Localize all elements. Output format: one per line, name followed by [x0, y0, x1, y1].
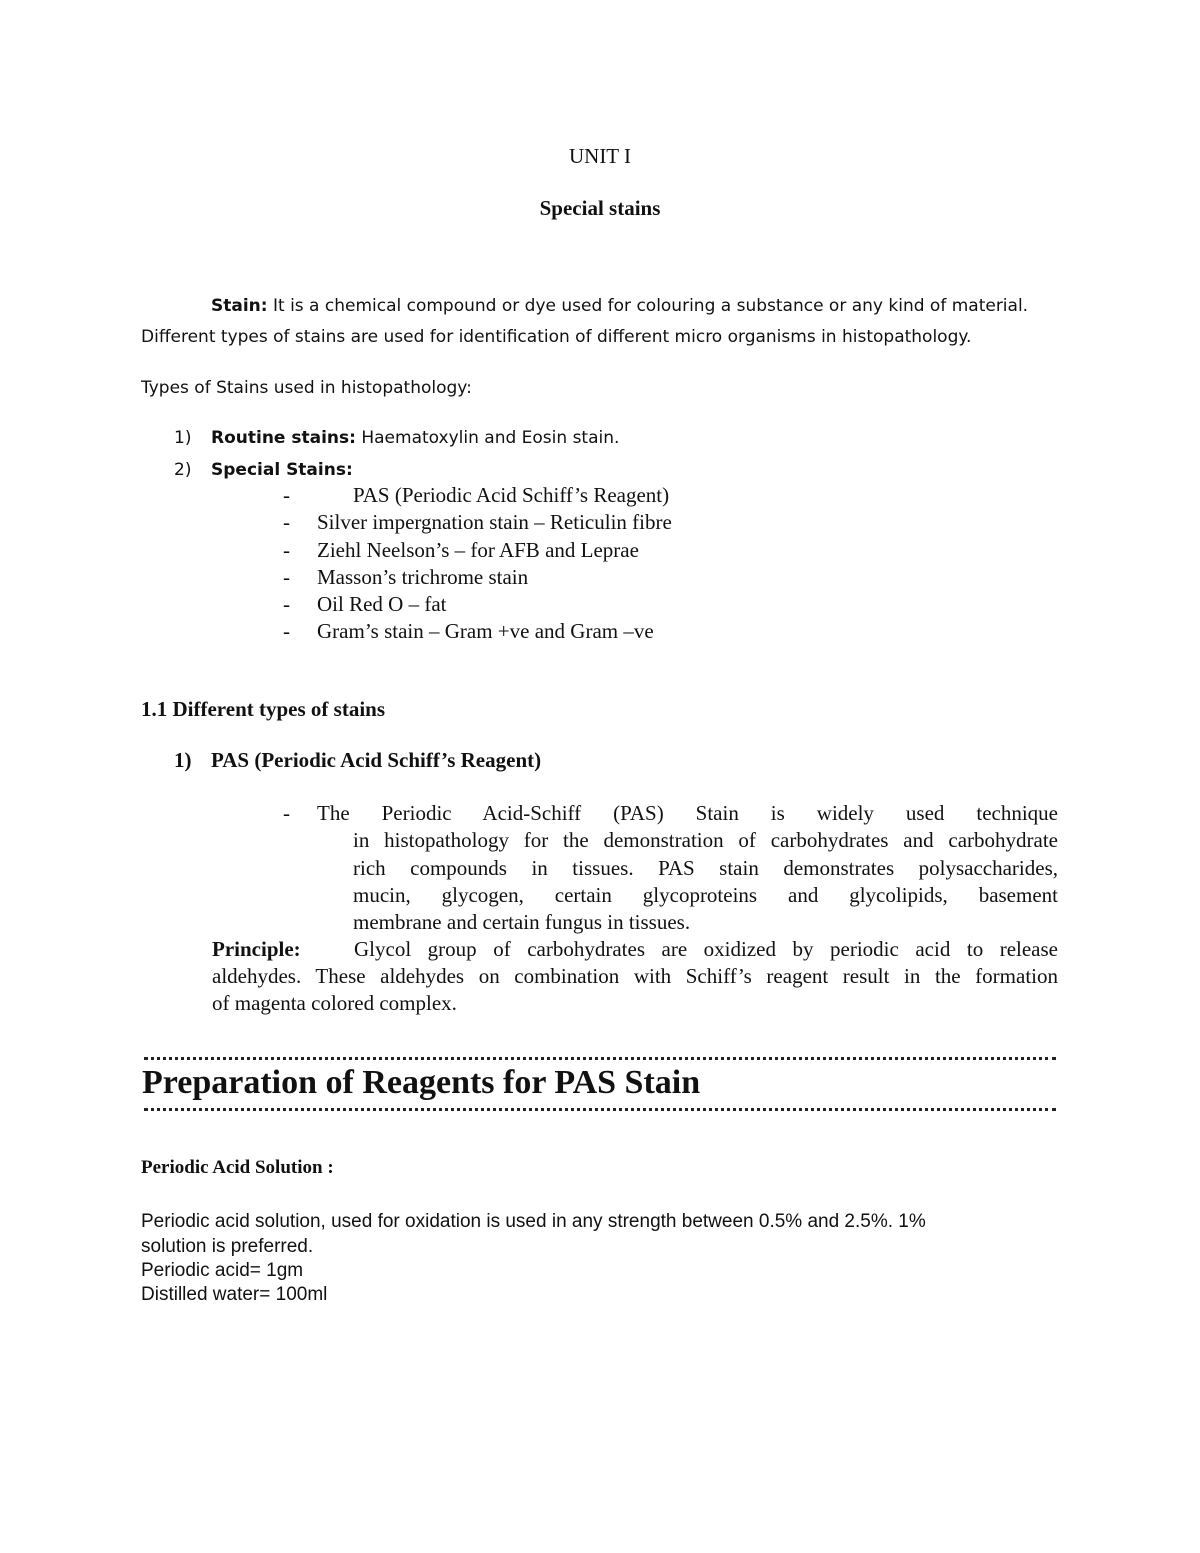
list-number: 2): [174, 460, 192, 480]
list-item: Gram’s stain – Gram +ve and Gram –ve: [317, 619, 654, 643]
dash-bullet: -: [283, 801, 290, 825]
page-title: Special stains: [539, 196, 661, 220]
list-item: Masson’s trichrome stain: [317, 565, 529, 589]
sub-heading-number: 1): [174, 748, 192, 772]
prep-line: solution is preferred.: [141, 1236, 314, 1257]
stain-definition-line2: Different types of stains are used for identification of different micro organisms in histopathology.: [141, 327, 972, 347]
section-heading: 1.1 Different types of stains: [141, 697, 386, 721]
divider-bottom: [144, 1108, 1056, 1111]
stain-term: Stain:: [211, 296, 268, 316]
prep-title: Preparation of Reagents for PAS Stain: [142, 1064, 701, 1101]
routine-text: Haematoxylin and Eosin stain.: [355, 428, 620, 448]
special-label: Special Stains:: [211, 460, 353, 480]
dash-bullet: -: [283, 483, 290, 507]
dash-bullet: -: [283, 619, 290, 643]
stain-definition-line1: [211, 296, 1028, 316]
list-item: PAS (Periodic Acid Schiff’s Reagent): [353, 483, 670, 507]
principle-line: aldehydes. These aldehydes on combination with Schiff’s reagent result in the formation: [212, 964, 1058, 988]
paragraph-line: rich compounds in tissues. PAS stain demonstrates polysaccharides,: [353, 856, 1058, 880]
principle-label: Principle:: [212, 937, 301, 961]
list-number: 1): [174, 428, 192, 448]
types-heading: Types of Stains used in histopathology:: [141, 378, 472, 398]
prep-line: Periodic acid solution, used for oxidation is used in any strength between 0.5% and 2.5%. 1%: [141, 1211, 926, 1232]
list-item: Silver impergnation stain – Reticulin fibre: [317, 510, 672, 534]
paragraph-line: The Periodic Acid-Schiff (PAS) Stain is widely used technique: [317, 801, 1058, 825]
list-item: Ziehl Neelson’s – for AFB and Leprae: [317, 538, 639, 562]
list-item-routine: [211, 428, 619, 448]
prep-line: Periodic acid= 1gm: [141, 1260, 304, 1281]
paragraph-line: membrane and certain fungus in tissues.: [353, 910, 691, 934]
dash-bullet: -: [283, 592, 290, 616]
dash-bullet: -: [283, 510, 290, 534]
divider-top: [144, 1057, 1056, 1060]
principle-line: Glycol group of carbohydrates are oxidized by periodic acid to release: [354, 937, 1058, 961]
prep-line: Distilled water= 100ml: [141, 1284, 328, 1305]
list-item: Oil Red O – fat: [317, 592, 447, 616]
paragraph-line: in histopathology for the demonstration of carbohydrates and carbohydrate: [353, 828, 1058, 852]
dash-bullet: -: [283, 565, 290, 589]
paragraph-line: mucin, glycogen, certain glycoproteins and glycolipids, basement: [353, 883, 1058, 907]
dash-bullet: -: [283, 538, 290, 562]
principle-line: of magenta colored complex.: [212, 991, 457, 1015]
prep-subheading: Periodic Acid Solution :: [141, 1157, 334, 1178]
unit-heading: UNIT I: [568, 144, 631, 168]
sub-heading: PAS (Periodic Acid Schiff’s Reagent): [211, 748, 542, 772]
stain-definition-text: It is a chemical compound or dye used for colouring a substance or any kind of material.: [267, 296, 1029, 316]
routine-label: Routine stains:: [211, 428, 356, 448]
